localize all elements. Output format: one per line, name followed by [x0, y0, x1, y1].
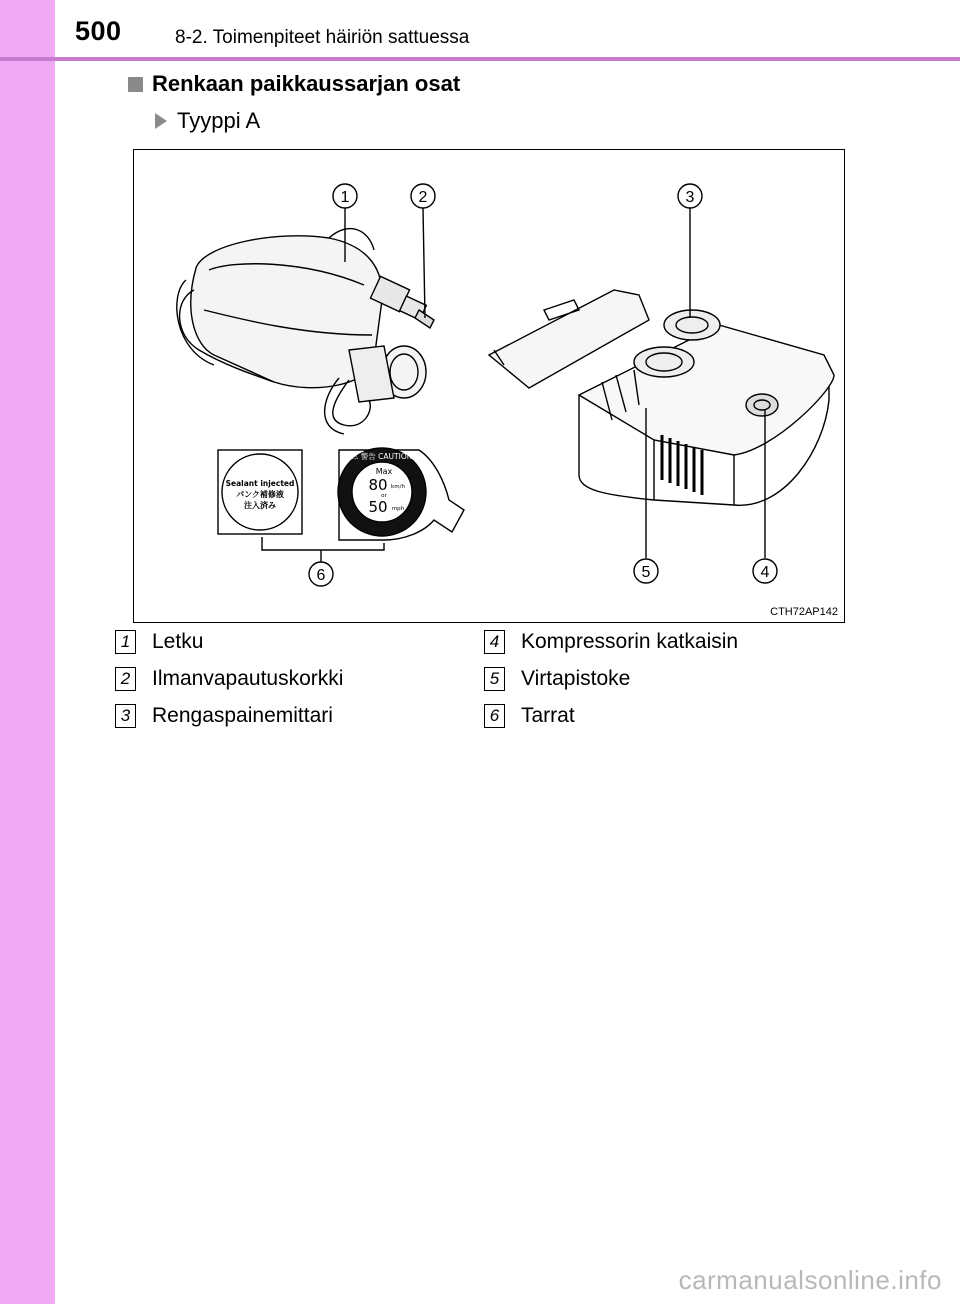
callout-4: 4	[760, 564, 770, 581]
legend-label: Ilmanvapautuskorkki	[152, 667, 344, 690]
callout-2: 2	[418, 189, 428, 206]
watermark: carmanualsonline.info	[678, 1265, 942, 1295]
chapter-title: 8-2. Toimenpiteet häiriön sattuessa	[175, 27, 470, 48]
sticker-right-speed2: 50	[368, 498, 388, 516]
sticker-right-max: Max	[375, 467, 393, 476]
sticker-right-arc-top: ⚠ 警告 CAUTION	[351, 452, 413, 461]
callout-1: 1	[340, 189, 350, 206]
page-number: 500	[75, 16, 122, 46]
legend-number: 5	[484, 667, 505, 691]
sticker-right-drawing	[338, 448, 464, 540]
page-side-band	[0, 0, 55, 1304]
sticker-left-line2: パンク補修液	[236, 490, 284, 499]
sub-heading-text: Tyyppi A	[177, 108, 261, 133]
sticker-left-line1: Sealant injected	[225, 479, 295, 488]
legend-item	[484, 704, 575, 728]
triangle-bullet-icon	[155, 113, 167, 129]
legend-number: 4	[484, 630, 505, 654]
sticker-right-or: or	[381, 493, 387, 499]
legend-label: Rengaspainemittari	[152, 704, 333, 727]
legend-number: 2	[115, 667, 136, 691]
legend-item	[484, 630, 738, 654]
callout-3: 3	[685, 189, 695, 206]
legend-item	[484, 667, 630, 691]
compressor-drawing	[489, 290, 834, 505]
sub-heading	[155, 108, 260, 134]
sticker-right-unit2: mph	[391, 506, 405, 512]
legend-label: Kompressorin katkaisin	[521, 630, 739, 653]
section-heading	[128, 71, 460, 97]
legend-item	[115, 667, 343, 691]
tire-repair-kit-illustration	[134, 150, 846, 624]
legend-item	[115, 704, 333, 728]
square-bullet-icon	[128, 77, 143, 92]
callout-5: 5	[641, 564, 651, 581]
legend-number: 1	[115, 630, 136, 654]
legend-label: Virtapistoke	[521, 667, 631, 690]
figure-code: CTH72AP142	[770, 606, 838, 618]
header-rule	[0, 57, 960, 61]
section-heading-text: Renkaan paikkaussarjan osat	[152, 71, 461, 96]
legend-label: Letku	[152, 630, 204, 653]
sticker-right-speed1: 80	[368, 476, 388, 494]
tire-repair-kit-figure	[133, 149, 845, 623]
legend-label: Tarrat	[521, 704, 575, 727]
legend-number: 3	[115, 704, 136, 728]
legend-number: 6	[484, 704, 505, 728]
legend-item	[115, 630, 203, 654]
callout-6: 6	[316, 567, 326, 584]
sticker-right-unit1: km/h	[391, 484, 405, 490]
sealant-bottle-drawing	[177, 229, 434, 434]
sticker-left-line3: 注入済み	[244, 501, 276, 510]
